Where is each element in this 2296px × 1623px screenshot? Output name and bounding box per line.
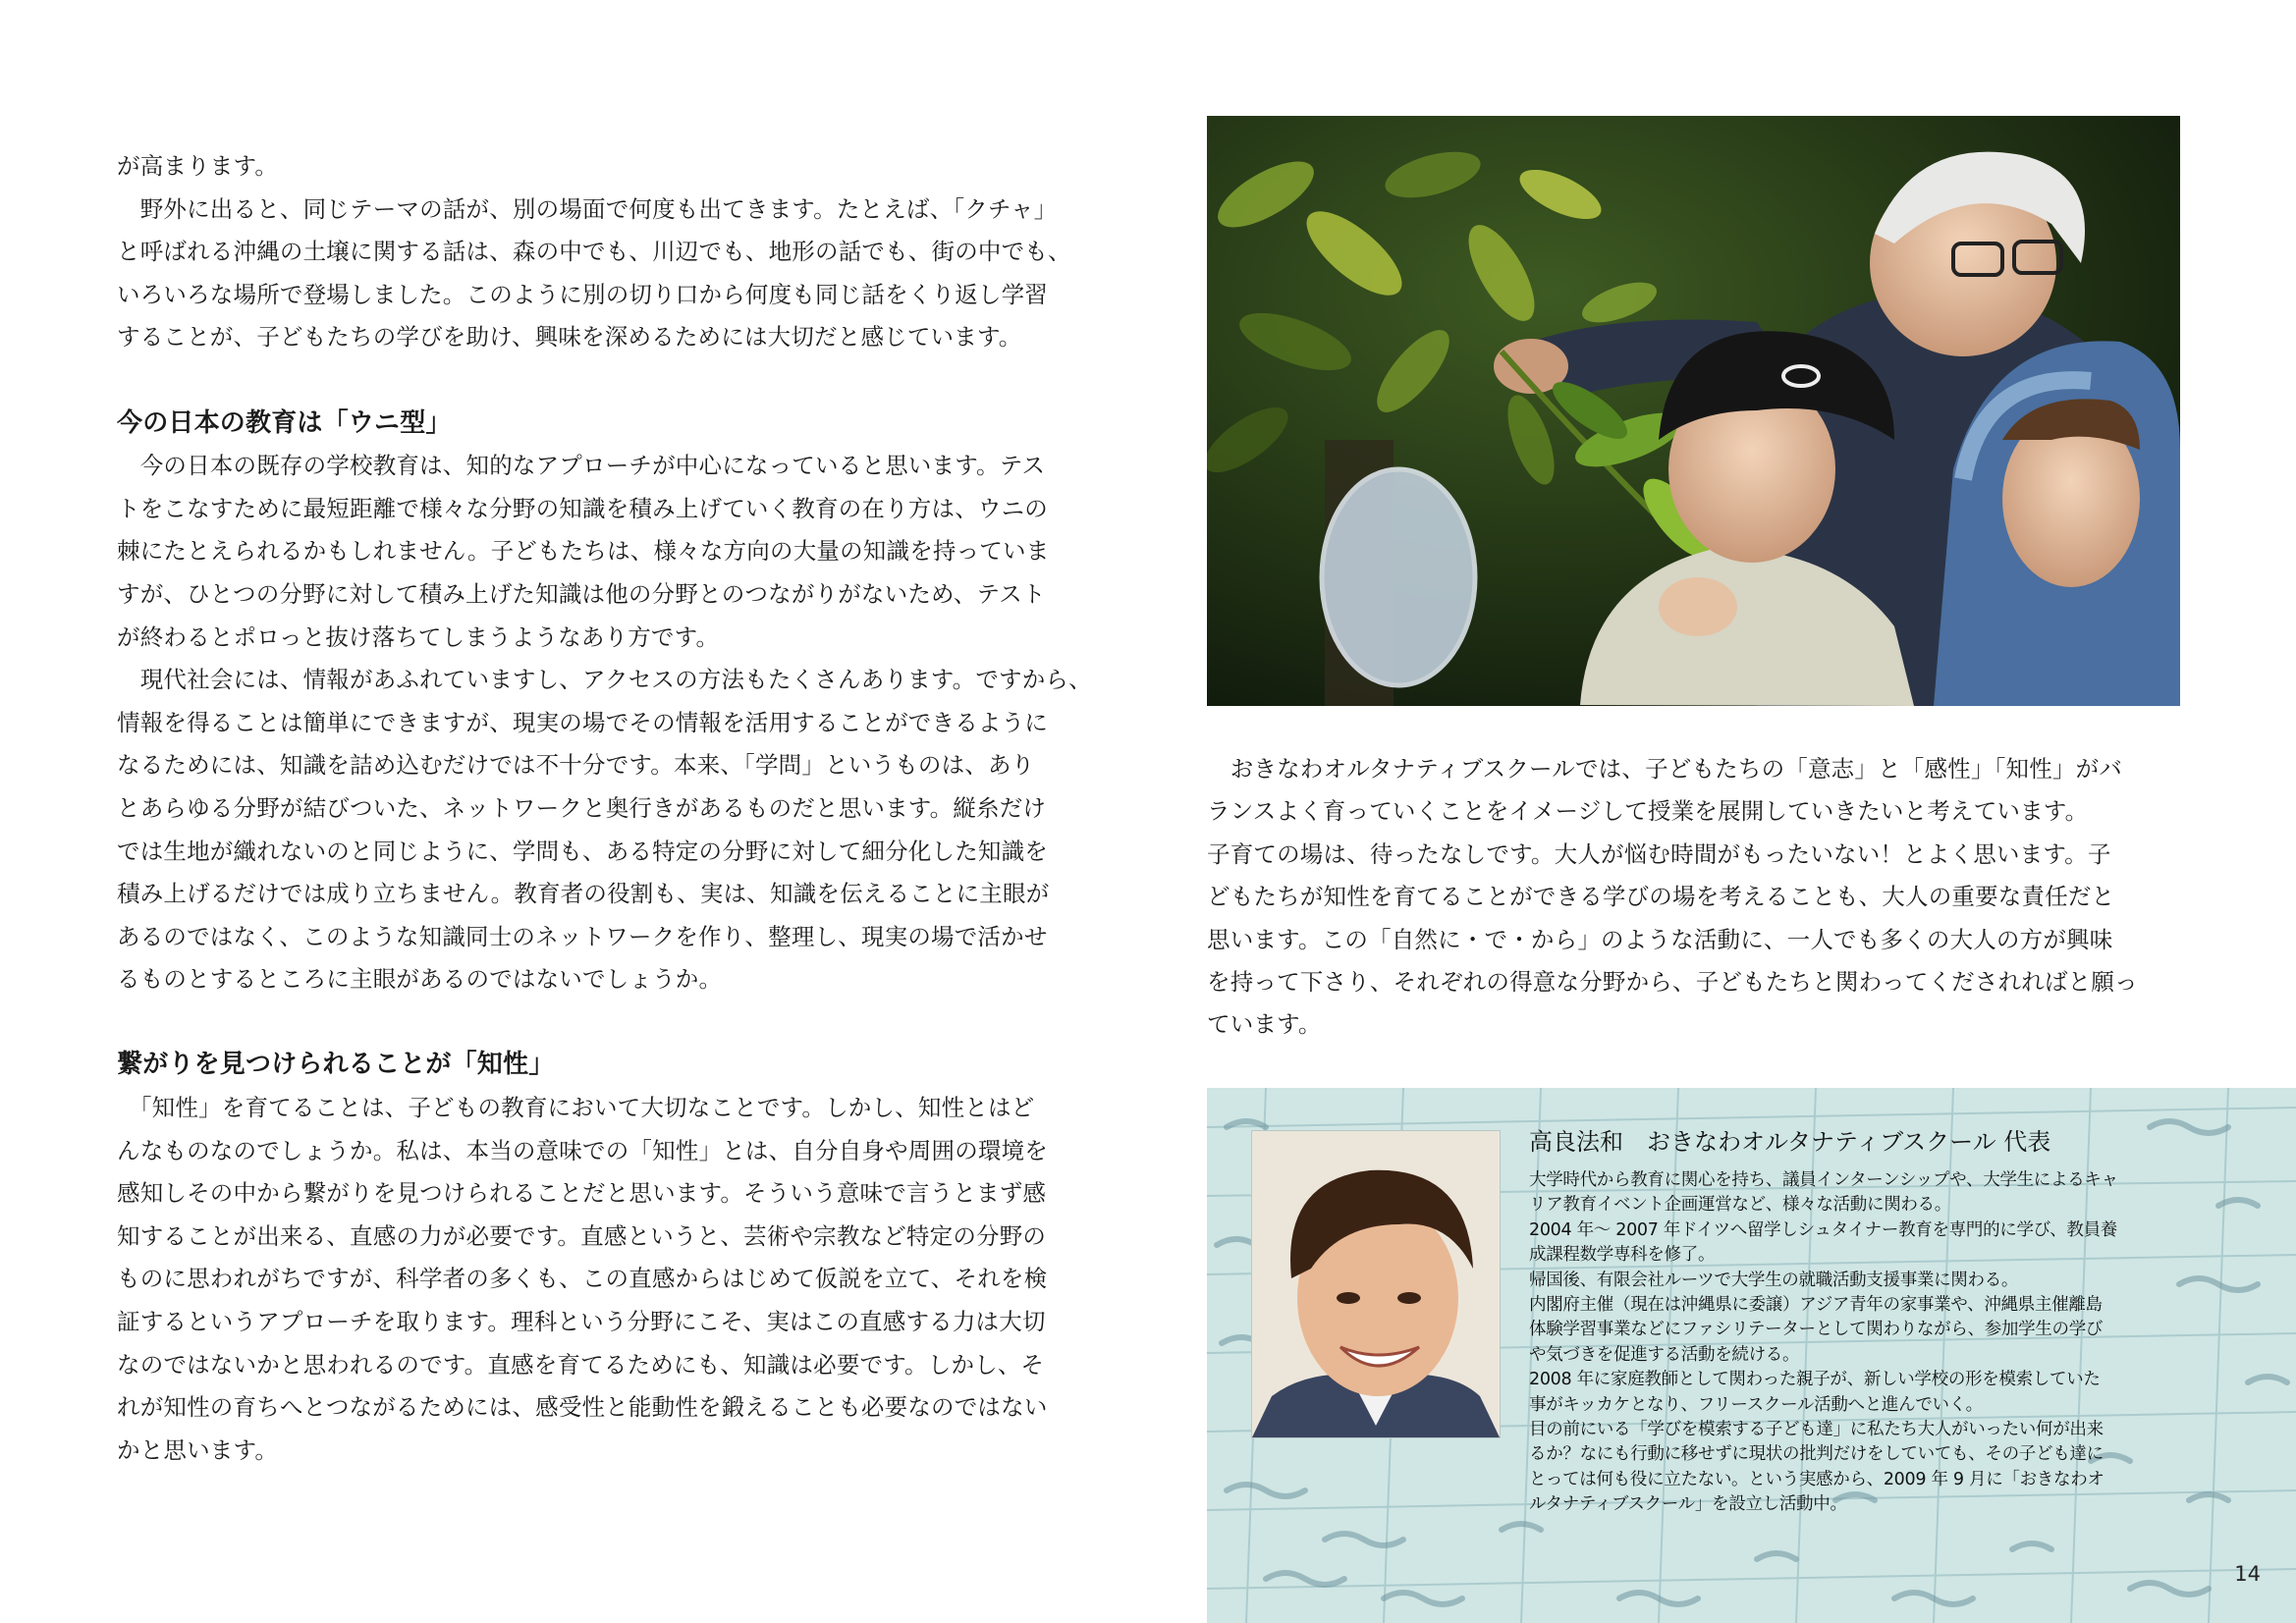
page-number: 14 bbox=[2234, 1562, 2261, 1586]
profile-biography: 大学時代から教育に関心を持ち、議員インターンシップや、大学生によるキャ リア教育イベント企画運営など、様々な活動に関わる。 2004 年～ 2007 年ドイツへ留学しシュタイナー教育を専門的に学び、教員養 成課程数学専科を修了。 帰国後、有限会社ルーツで大学生の就職活動支援事業に関わる。 内閣府主催（現在は沖縄県に委譲）アジア青年の家事業や、沖縄県主催離島 体験学習事業などにファシリテーターとして関わりながら、参加学生の学び や気づきを促進する活動を続ける。 2008 年に家庭教師として関わった親子が、新しい学校の形を模索していた 事がキッカケとなり、フリースクール活動へと進んでいく。 目の前にいる「学びを模索する子ども達」に私たち大人がいったい何が出来 るか？なにも行動に移せずに現状の批判だけをしていても、その子ども達に とっては何も役に立たない。という実感から、2009 年 9 月に「おきなわオ ルタナティブスクール」を設立し活動中。 bbox=[1529, 1170, 2118, 1515]
section-1-paragraph-1: 今の日本の既存の学校教育は、知的なアプローチが中心になっていると思います。テス トをこなすために最短距離で様々な分野の知識を積み上げていく教育の在り方は、ウニの 棘にたとえられるかもしれません。子どもたちは、様々な方向の大量の知識を持っていま すが、ひとつの分野に対して積み上げた知識は他の分野とのつながりがないため、テスト が終わるとポロっと抜け落ちてしまうようなあり方です。 bbox=[117, 452, 1050, 651]
right-text-block bbox=[1207, 748, 2183, 1047]
spacer bbox=[117, 1001, 1114, 1045]
section-heading-intelligence: 繋がりを見つけられることが「知性」 bbox=[117, 1050, 555, 1080]
intro-paragraph: が高まります。 野外に出ると、同じテーマの話が、別の場面で何度も出てきます。たとえば、「クチャ」 と呼ばれる沖縄の土壌に関する話は、森の中でも、川辺でも、地形の話でも、街の中でも、 いろいろな場所で登場しました。このように別の切り口から何度も同じ話をくり返し学習 することが、子どもたちの学びを助け、興味を深めるためには大切だと感じています。 bbox=[117, 152, 1071, 352]
section-heading-uni-type: 今の日本の教育は「ウニ型」 bbox=[117, 407, 452, 438]
section-1-paragraph-2: 現代社会には、情報があふれていますし、アクセスの方法もたくさんあります。ですから、 情報を得ることは簡単にできますが、現実の場でその情報を活用することができるように なるためには、知識を詰め込むだけでは不十分です。本来、「学問」というものは、あり とあらゆる分野が結びついた、ネットワークと奥行きがあるものだと思います。縦糸だけ では生地が織れないのと同じように、学問も、ある特定の分野に対して細分化した知識を 積み上げるだけでは成り立ちません。教育者の役割も、実は、知識を伝えることに主眼が あるのではなく、このような知識同士のネットワークを作り、整理し、現実の場で活かせ るものとするところに主眼があるのではないでしょうか。 bbox=[117, 666, 1092, 994]
profile-title: 高良法和 おきなわオルタナティブスクール 代表 bbox=[1529, 1128, 2051, 1156]
portrait-photo bbox=[1251, 1130, 1501, 1438]
right-paragraph: おきなわオルタナティブスクールでは、子どもたちの「意志」と「感性」「知性」がバ ランスよく育っていくことをイメージして授業を展開していきたいと考えています。 子育ての場は、待ったなしです。大人が悩む時間がもったいない！とよく思います。子 どもたちが知性を育てることができる学びの場を考えることも、大人の重要な責任だと 思います。この「自然に・で・から」のような活動に、一人でも多くの大人の方が興味 を持って下さり、それぞれの得意な分野から、子どもたちと関わってくだされればと願っ ています。 bbox=[1207, 755, 2138, 1039]
left-text-column bbox=[117, 145, 1114, 1472]
spacer bbox=[117, 359, 1114, 403]
section-2-paragraph-1: 「知性」を育てることは、子どもの教育において大切なことです。しかし、知性とはど んなものなのでしょうか。私は、本当の意味での「知性」とは、自分自身や周囲の環境を 感知しその中から繋がりを見つけられることだと思います。そういう意味で言うとまず感 知することが出来る、直感の力が必要です。直感というと、芸術や宗教など特定の分野の ものに思われがちですが、科学者の多くも、この直感からはじめて仮説を立て、それを検 証するというアプローチを取ります。理科という分野にこそ、実はこの直感する力は大切 なのではないかと思われるのです。直感を育てるためにも、知識は必要です。しかし、そ れが知性の育ちへとつながるためには、感受性と能動性を鍛えることも必要なのではない かと思います。 bbox=[117, 1094, 1048, 1464]
outdoor-class-photo bbox=[1207, 116, 2180, 706]
profile-box bbox=[1207, 1088, 2296, 1623]
